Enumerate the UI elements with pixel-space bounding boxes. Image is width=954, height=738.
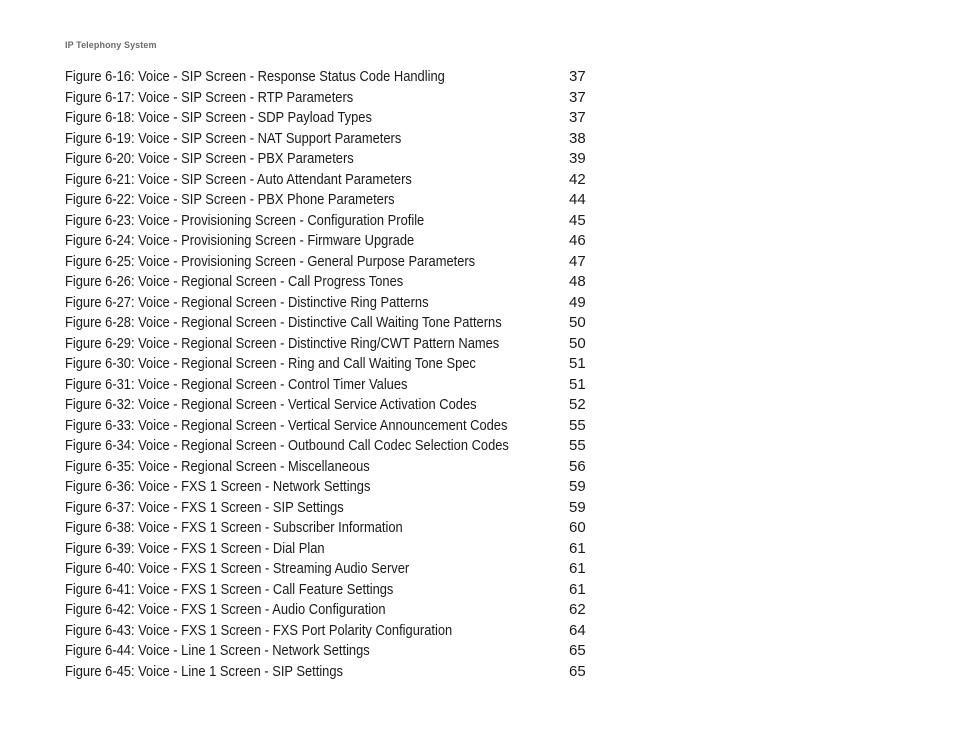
figure-entry-title: Figure 6-30: Voice - Regional Screen - Ring and Call Waiting Tone Spec [65,355,476,372]
figure-entry-title: Figure 6-45: Voice - Line 1 Screen - SIP Settings [65,662,343,680]
figure-entry[interactable] [65,641,590,662]
figure-entry-page-number: 47 [569,252,586,270]
figure-entry-page-number: 51 [569,375,586,393]
figure-entry[interactable] [65,313,590,334]
figure-entry-page-number: 50 [569,334,586,352]
figure-entry-page-number: 42 [569,170,586,188]
figure-entry-title: Figure 6-34: Voice - Regional Screen - Outbound Call Codec Selection Codes [65,437,509,454]
figure-entry[interactable] [65,129,590,150]
figure-entry[interactable] [65,621,590,642]
figure-entry-page-number: 49 [569,293,586,311]
figure-entry-page-number: 56 [569,457,586,475]
figure-entry[interactable] [65,88,590,109]
figure-entry-title: Figure 6-22: Voice - SIP Screen - PBX Phone Parameters [65,191,395,208]
figure-entry[interactable] [65,334,590,355]
figure-entry-title: Figure 6-19: Voice - SIP Screen - NAT Support Parameters [65,129,402,147]
figure-entry-title: Figure 6-16: Voice - SIP Screen - Response Status Code Handling [65,68,445,85]
figure-entry-title: Figure 6-43: Voice - FXS 1 Screen - FXS Port Polarity Configuration [65,621,453,639]
figure-entry[interactable] [65,457,590,478]
figure-entry-title: Figure 6-26: Voice - Regional Screen - Call Progress Tones [65,273,404,290]
figure-entry[interactable] [65,539,590,560]
figure-entry-title: Figure 6-20: Voice - SIP Screen - PBX Parameters [65,150,354,167]
figure-entry[interactable] [65,67,590,88]
figure-entry-page-number: 65 [569,642,586,659]
figure-entry-page-number: 51 [569,355,586,372]
running-header: IP Telephony System [65,40,157,50]
figure-entry-title: Figure 6-36: Voice - FXS 1 Screen - Network Settings [65,478,371,495]
figure-entry-page-number: 65 [569,662,586,680]
figure-entry-title: Figure 6-41: Voice - FXS 1 Screen - Call Feature Settings [65,580,394,598]
figure-entry-title: Figure 6-32: Voice - Regional Screen - Vertical Service Activation Codes [65,396,477,413]
figure-entry-title: Figure 6-23: Voice - Provisioning Screen - Configuration Profile [65,211,425,229]
figure-entry[interactable] [65,477,590,498]
figure-entry-page-number: 46 [569,232,586,249]
figure-entry[interactable] [65,190,590,211]
figure-entry[interactable] [65,498,590,519]
figure-entry[interactable] [65,559,590,580]
figure-entry-page-number: 60 [569,519,586,536]
figure-entry-title: Figure 6-29: Voice - Regional Screen - Distinctive Ring/CWT Pattern Names [65,334,500,352]
figure-entry-page-number: 55 [569,416,586,434]
figure-entry[interactable] [65,170,590,191]
figure-entry-page-number: 61 [569,580,586,598]
figure-entry-page-number: 39 [569,150,586,167]
figure-entry-title: Figure 6-39: Voice - FXS 1 Screen - Dial Plan [65,539,325,557]
figure-entry-page-number: 38 [569,129,586,147]
figure-entry-page-number: 48 [569,273,586,290]
figure-entry[interactable] [65,272,590,293]
figure-entry-page-number: 37 [569,68,586,85]
figure-entry[interactable] [65,252,590,273]
figure-entry-title: Figure 6-37: Voice - FXS 1 Screen - SIP Settings [65,498,344,516]
figure-entry-title: Figure 6-21: Voice - SIP Screen - Auto Attendant Parameters [65,170,412,188]
figure-entry[interactable] [65,149,590,170]
figure-entry-page-number: 55 [569,437,586,454]
figure-entry-title: Figure 6-24: Voice - Provisioning Screen - Firmware Upgrade [65,232,415,249]
figure-entry-page-number: 64 [569,621,586,639]
figure-entry-title: Figure 6-35: Voice - Regional Screen - Miscellaneous [65,457,370,475]
figure-entry[interactable] [65,375,590,396]
figure-entry[interactable] [65,395,590,416]
figure-entry-page-number: 45 [569,211,586,229]
figure-entry-title: Figure 6-42: Voice - FXS 1 Screen - Audio Configuration [65,601,386,618]
figure-entry[interactable] [65,354,590,375]
figure-entry[interactable] [65,293,590,314]
figure-entry-title: Figure 6-33: Voice - Regional Screen - Vertical Service Announcement Codes [65,416,508,434]
figure-entry-page-number: 37 [569,88,586,106]
figure-entry-title: Figure 6-18: Voice - SIP Screen - SDP Payload Types [65,109,372,126]
figure-entry-page-number: 61 [569,539,586,557]
figure-entry-title: Figure 6-25: Voice - Provisioning Screen - General Purpose Parameters [65,252,476,270]
figure-entry-page-number: 61 [569,560,586,577]
figure-entry-title: Figure 6-44: Voice - Line 1 Screen - Network Settings [65,642,370,659]
figure-entry-page-number: 62 [569,601,586,618]
figure-entry-page-number: 52 [569,396,586,413]
figure-entry-title: Figure 6-31: Voice - Regional Screen - Control Timer Values [65,375,408,393]
figure-entry[interactable] [65,231,590,252]
figure-entry-title: Figure 6-27: Voice - Regional Screen - Distinctive Ring Patterns [65,293,429,311]
figure-entry-title: Figure 6-17: Voice - SIP Screen - RTP Parameters [65,88,354,106]
figure-list [65,67,590,682]
figure-entry[interactable] [65,211,590,232]
figure-entry[interactable] [65,108,590,129]
figure-entry[interactable] [65,600,590,621]
figure-entry-page-number: 50 [569,314,586,331]
figure-entry[interactable] [65,436,590,457]
figure-entry-page-number: 37 [569,109,586,126]
figure-entry-page-number: 59 [569,498,586,516]
figure-entry[interactable] [65,518,590,539]
figure-entry-title: Figure 6-38: Voice - FXS 1 Screen - Subscriber Information [65,519,403,536]
figure-entry[interactable] [65,662,590,683]
figure-entry-title: Figure 6-28: Voice - Regional Screen - Distinctive Call Waiting Tone Patterns [65,314,502,331]
figure-entry[interactable] [65,416,590,437]
figure-entry-page-number: 59 [569,478,586,495]
figure-entry[interactable] [65,580,590,601]
figure-entry-page-number: 44 [569,191,586,208]
figure-entry-title: Figure 6-40: Voice - FXS 1 Screen - Streaming Audio Server [65,560,410,577]
